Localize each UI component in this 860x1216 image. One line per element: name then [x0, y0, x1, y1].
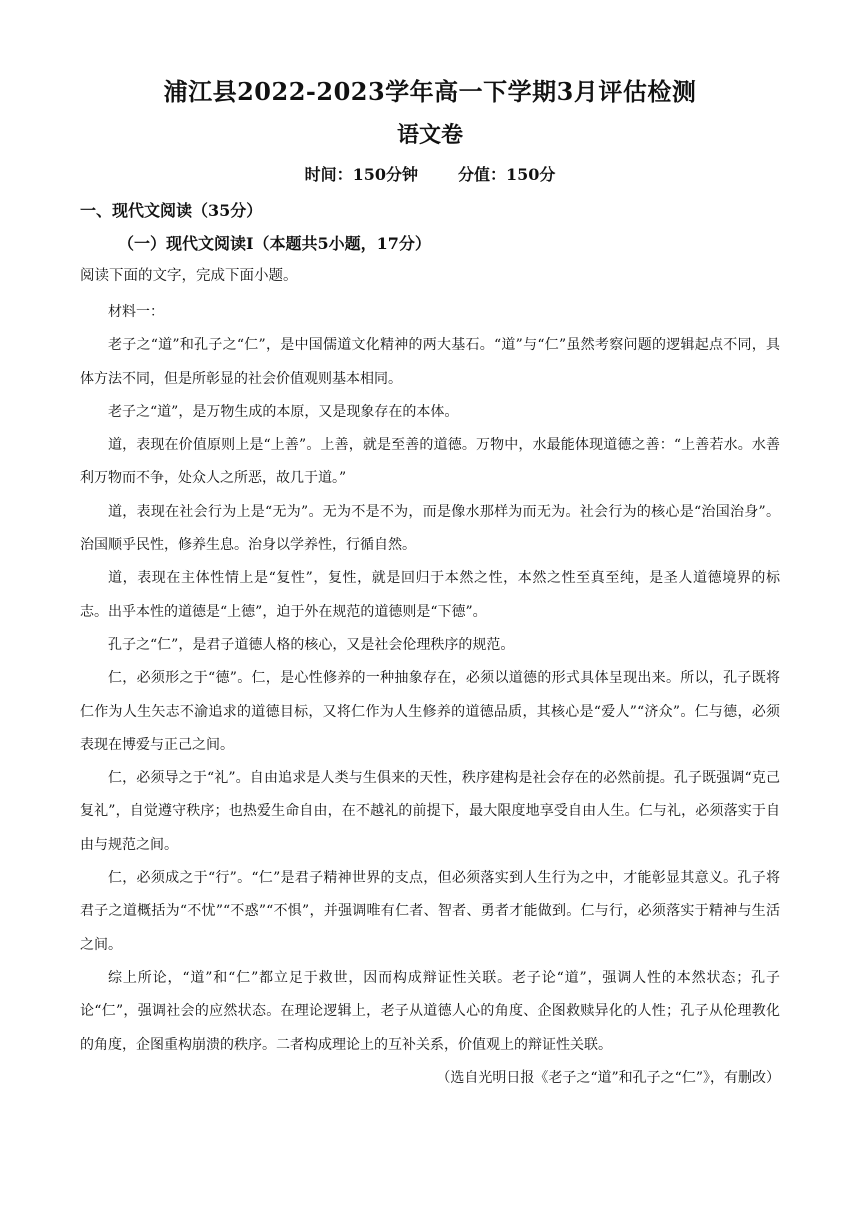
- paragraph: 道，表现在主体性情上是“复性”，复性，就是回归于本然之性，本然之性至真至纯，是圣人道德境界的标志。出乎本性的道德是“上德”，迫于外在规范的道德则是“下德”。: [80, 570, 780, 620]
- exam-score: 分值：150分: [458, 165, 556, 184]
- paragraph: 仁，必须导之于“礼”。自由追求是人类与生俱来的天性，秩序建构是社会存在的必然前提。孔子既强调“克己复礼”，自觉遵守秩序；也热爱生命自由，在不越礼的前提下，最大限度地享受自由人生。仁与礼，必须落实于自由与规范之间。: [80, 770, 780, 853]
- material-label: 材料一：: [108, 304, 164, 320]
- exam-meta: [0, 162, 860, 185]
- paragraph: 孔子之“仁”，是君子道德人格的核心，又是社会伦理秩序的规范。: [108, 636, 515, 653]
- paragraph: 道，表现在社会行为上是“无为”。无为不是不为，而是像水那样为而无为。社会行为的核心是“治国治身”。治国顺乎民性，修养生息。治身以学养性，行循自然。: [80, 503, 780, 554]
- paragraph: 仁，必须成之于“行”。“仁”是君子精神世界的支点，但必须落实到人生行为之中，才能彰显其意义。孔子将君子之道概括为“不忧”“不惑”“不惧”，并强调唯有仁者、智者、勇者才能做到。仁与行，必须落实于精神与生活之间。: [80, 870, 780, 953]
- paragraph: 老子之“道”和孔子之“仁”，是中国儒道文化精神的两大基石。“道”与“仁”虽然考察问题的逻辑起点不同，具体方法不同，但是所彰显的社会价值观则基本相同。: [80, 337, 780, 387]
- paragraph: 仁，必须形之于“德”。仁，是心性修养的一种抽象存在，必须以道德的形式具体呈现出来。所以，孔子既将仁作为人生矢志不渝追求的道德目标，又将仁作为人生修养的道德品质，其核心是“爱人”“济众”。仁与德，必须表现在博爱与正己之间。: [80, 670, 780, 753]
- paragraph: 老子之“道”，是万物生成的本原，又是现象存在的本体。: [108, 403, 459, 420]
- exam-time: 时间：150分钟: [304, 165, 418, 184]
- section-heading: 一、现代文阅读（35分）: [80, 201, 263, 220]
- reading-instruction: 阅读下面的文字，完成下面小题。: [80, 268, 298, 284]
- material-body: [80, 296, 780, 1095]
- subsection-heading: （一）现代文阅读Ⅰ（本题共5小题，17分）: [118, 234, 431, 253]
- exam-title: 浦江县2022-2023学年高一下学期3月评估检测: [163, 77, 697, 106]
- paragraph: 道，表现在价值原则上是“上善”。上善，就是至善的道德。万物中，水最能体现道德之善：“上善若水。水善利万物而不争，处众人之所恶，故几于道。”: [80, 437, 780, 487]
- source-citation: （选自光明日报《老子之“道”和孔子之“仁”》，有删改）: [436, 1069, 780, 1086]
- paragraph: 综上所论，“道”和“仁”都立足于救世，因而构成辩证性关联。老子论“道”，强调人性的本然状态；孔子论“仁”，强调社会的应然状态。在理论逻辑上，老子从道德人心的角度、企图救赎异化的人性；孔子从伦理教化的角度，企图重构崩溃的秩序。二者构成理论上的互补关系，价值观上的辩证性关联。: [80, 969, 780, 1053]
- exam-subtitle: 语文卷: [396, 122, 463, 148]
